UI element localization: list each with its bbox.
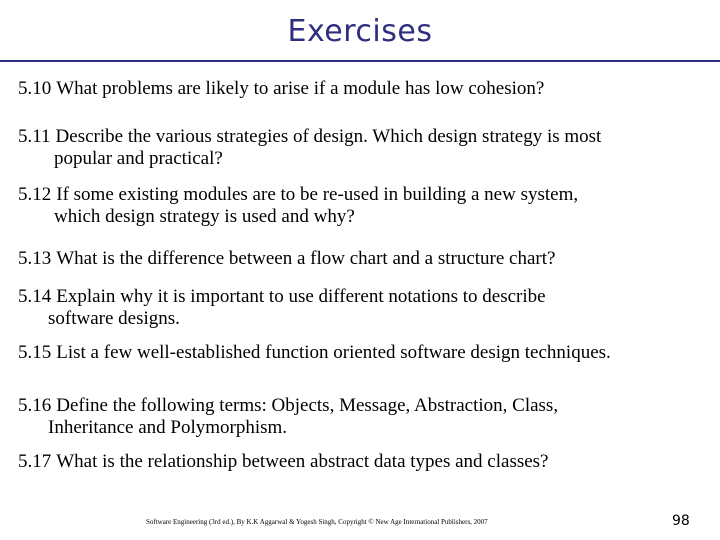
exercise-text: Explain why it is important to use different notations to describe (56, 286, 546, 307)
exercise-number: 5.15 (18, 342, 52, 363)
exercise-number: 5.16 (18, 395, 52, 416)
exercise-5-11 (18, 126, 698, 170)
exercise-number: 5.17 (18, 451, 52, 472)
exercise-5-12 (18, 184, 698, 228)
exercise-5-14 (18, 286, 698, 330)
exercise-number: 5.12 (18, 184, 52, 205)
exercise-number: 5.10 (18, 78, 52, 99)
exercise-text: What problems are likely to arise if a module has low cohesion? (56, 78, 545, 99)
exercise-text-continued: which design strategy is used and why? (54, 206, 355, 227)
exercise-text-continued: popular and practical? (54, 148, 223, 169)
title-divider (0, 60, 720, 62)
exercise-number: 5.11 (18, 126, 51, 147)
exercise-number: 5.13 (18, 248, 52, 269)
slide-title: Exercises (287, 14, 433, 49)
exercise-text: What is the difference between a flow chart and a structure chart? (56, 248, 556, 269)
exercise-5-17 (18, 451, 698, 473)
exercise-text: If some existing modules are to be re-used in building a new system, (56, 184, 579, 205)
footer-credit: Software Engineering (3rd ed.), By K.K Aggarwal & Yogesh Singh, Copyright © New Age International Publishers, 2007 (146, 518, 488, 526)
exercise-text: Describe the various strategies of design. Which design strategy is most (55, 126, 602, 147)
exercise-text: What is the relationship between abstract data types and classes? (56, 451, 549, 472)
exercise-5-16 (18, 395, 698, 439)
exercise-5-13 (18, 248, 698, 270)
exercise-text: List a few well-established function oriented software design techniques. (56, 342, 611, 363)
page-number: 98 (672, 513, 690, 529)
exercise-text-continued: software designs. (48, 308, 180, 329)
exercise-number: 5.14 (18, 286, 52, 307)
exercise-5-10 (18, 78, 698, 100)
exercise-text: Define the following terms: Objects, Message, Abstraction, Class, (56, 395, 559, 416)
exercise-text-continued: Inheritance and Polymorphism. (48, 417, 288, 438)
exercise-5-15 (18, 342, 698, 364)
